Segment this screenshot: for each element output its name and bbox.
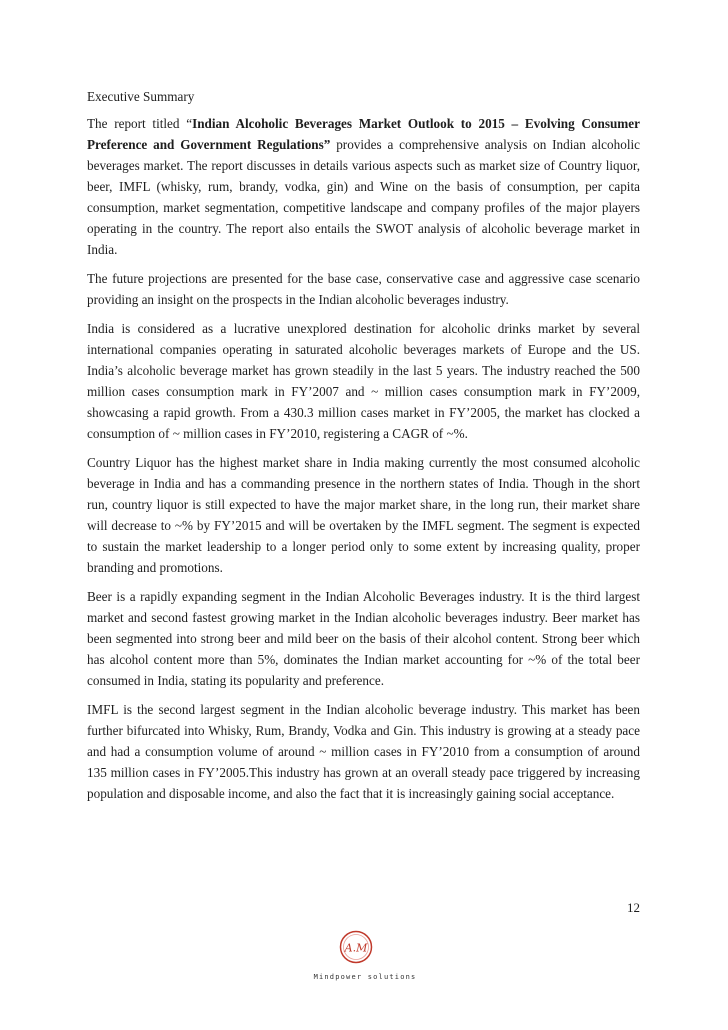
- document-body: [87, 86, 640, 812]
- company-logo: [300, 930, 430, 990]
- report-intro-rest: provides a comprehensive analysis on Indian alcoholic beverages market. The report discusses in details various aspects such as market size of Country liquor, beer, IMFL (whisky, rum, brandy, vodka, gin) and Wine on the basis of consumption, per capita consumption, market segmentation, competitive landscape and company profiles of the major players operating in the country. The report also entails the SWOT analysis of alcoholic beverage market in India.: [87, 137, 640, 257]
- paragraph-report-intro: [87, 113, 640, 260]
- paragraph-projections: The future projections are presented for the base case, conservative case and aggressive case scenario providing an insight on the prospects in the Indian alcoholic beverages industry.: [87, 271, 640, 307]
- paragraph-india-market: India is considered as a lucrative unexplored destination for alcoholic drinks market by several international companies operating in saturated alcoholic beverages markets of Europe and the US. India’s alcoholic beverage market has grown steadily in the last 5 years. The industry reached the 500 million cases consumption mark in FY’2007 and ~ million cases consumption mark in FY’2009, showcasing a rapid growth. From a 430.3 million cases market in FY’2005, the market has clocked a consumption of ~ million cases in FY’2010, registering a CAGR of ~%.: [87, 321, 640, 441]
- paragraph-beer: Beer is a rapidly expanding segment in the Indian Alcoholic Beverages industry. It is the third largest market and second fastest growing market in the Indian alcoholic beverages industry. Beer market has been segmented into strong beer and mild beer on the basis of their alcohol content. Strong beer which has alcohol content more than 5%, dominates the Indian market accounting for ~% of the total beer consumed in India, stating its popularity and preference.: [87, 589, 640, 688]
- report-title: Indian Alcoholic Beverages Market Outlook to 2015 – Evolving Consumer Preference and Government Regulations”: [87, 116, 640, 152]
- paragraph-country-liquor: Country Liquor has the highest market share in India making currently the most consumed alcoholic beverage in India and has a commanding presence in the northern states of India. Though in the short run, country liquor is still expected to have the major market share, in the long run, their market share will decrease to ~% by FY’2015 and will be overtaken by the IMFL segment. The segment is expected to sustain the market leadership to a longer period only to some extent by increasing quality, proper branding and promotions.: [87, 455, 640, 575]
- logo-wordmark: Mindpower solutions: [313, 973, 417, 981]
- svg-text:A.M: A.M: [344, 941, 368, 955]
- report-intro-text: The report titled “: [87, 116, 193, 131]
- paragraph-imfl: IMFL is the second largest segment in the Indian alcoholic beverage industry. This market has been further bifurcated into Whisky, Rum, Brandy, Vodka and Gin. This industry is growing at a steady pace and had a consumption volume of around ~ million cases in FY’2010 from a consumption of around 135 million cases in FY’2005.This industry has grown at an overall steady pace triggered by increasing population and disposable income, and also the fact that it is increasingly gaining social acceptance.: [87, 702, 640, 801]
- page-number: 12: [627, 900, 640, 915]
- logo-mark-icon: [339, 930, 373, 964]
- section-heading: Executive Summary: [87, 89, 195, 104]
